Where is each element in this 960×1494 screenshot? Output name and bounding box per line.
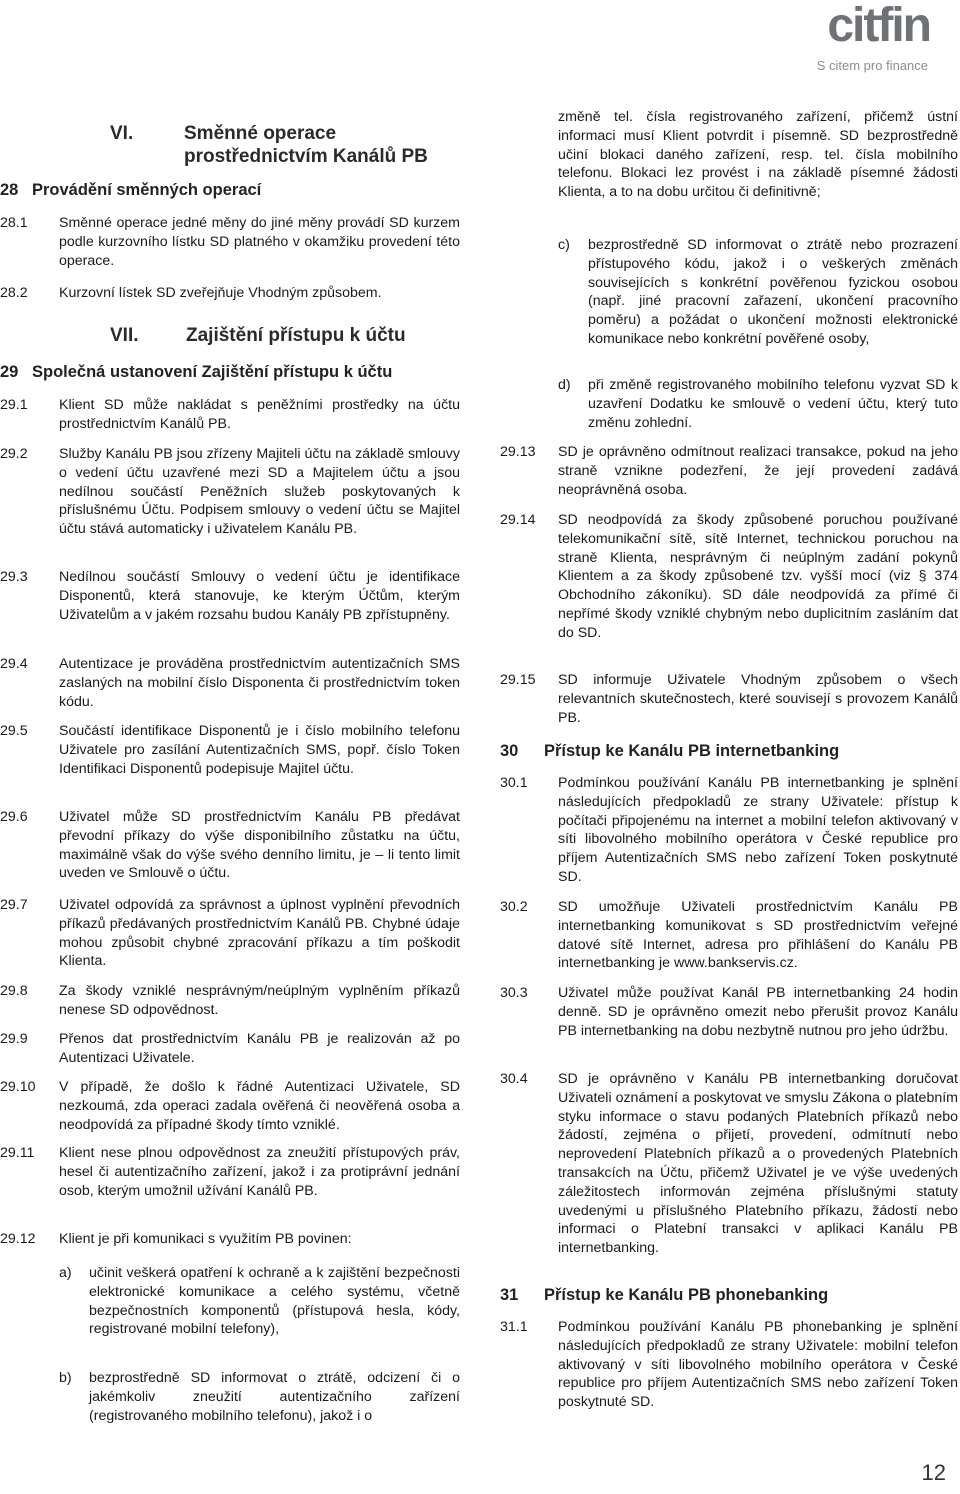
clause-29-6 (0, 808, 460, 883)
clause-29-5 (0, 722, 460, 778)
chapter-title: Zajištění přístupu k účtu (186, 325, 406, 346)
clause-text: SD neodpovídá za škody způsobené poruchou používané telekomunikační sítě, sítě Internet, technickou poruchou na straně Klienta, nesprávným či neúplným zadání pokynů Klientem a za škody způsobené tzv. vyšší mocí (viz § 374 Obchodního zákoníku). SD dále neodpovídá za přímé či nepřímé škody vzniklé chybným nebo duplicitním zasláním dat do SD. (558, 512, 958, 641)
clause-text: Klient nese plnou odpovědnost za zneužití přístupových práv, hesel či autentizačního zařízení, jakož i za protiprávní jednání osob, kterým umožnil užívání Kanálů PB. (59, 1145, 460, 1199)
clause-text: SD umožňuje Uživateli prostřednictvím Kanálu PB internetbanking komunikovat s SD prostřednictvím veřejné datové sítě Internet, adresa pro přihlášení do Kanálu PB internetbanking je www.bankservis.cz. (558, 899, 958, 972)
item-text: změně tel. čísla registrovaného zařízení, přičemž ústní informaci musí Klient potvrdit i písemně. SD bezprostředně učiní blokaci daného zařízení, resp. tel. čísla mobilního telefonu. Blokaci lez provést i na základě písemné žádosti Klienta, a to na dobu určitou či definitivně; (558, 109, 958, 201)
clause-number: 30.3 (500, 985, 528, 1001)
clause-29-12-a (59, 1264, 460, 1339)
clause-number: 31.1 (500, 1319, 528, 1335)
clause-28-1 (0, 214, 460, 270)
item-text: učinit veškerá opatření k ochraně a k zajištění bezpečnosti elektronické komunikace a celého systému, včetně bezpečnostních komponentů (přístupová hesla, kódy, registrované mobilní telefony), (89, 1265, 460, 1338)
clause-29-13 (500, 443, 958, 499)
item-letter: a) (59, 1265, 72, 1281)
clause-30-4 (500, 1070, 958, 1258)
clause-text: Autentizace je prováděna prostřednictvím autentizačních SMS zaslaných na mobilní číslo Disponenta či prostřednictvím token kódu. (59, 656, 460, 710)
clause-29-1 (0, 396, 460, 434)
section-number: 28 (0, 181, 19, 199)
clause-text: Přenos dat prostřednictvím Kanálu PB je realizován až po Autentizaci Uživatele. (59, 1031, 460, 1066)
clause-29-2 (0, 445, 460, 539)
chapter-number: VI. (110, 123, 134, 144)
item-letter: d) (558, 377, 571, 393)
clause-text: Nedílnou součástí Smlouvy o vedení účtu je identifikace Disponentů, která stanovuje, ke kterým Účtům, kterým Uživatelům a v jakém rozsahu budou Kanály PB zpřístupněny. (59, 569, 460, 623)
section-number: 29 (0, 363, 19, 381)
clause-29-10 (0, 1078, 460, 1134)
clause-number: 29.6 (0, 809, 28, 825)
clause-text: Součástí identifikace Disponentů je i číslo mobilního telefonu Uživatele pro zasílání Autentizačních SMS, popř. číslo Token Identifikaci Disponentů podepisuje Majitel účtu. (59, 723, 460, 777)
clause-29-7 (0, 896, 460, 971)
clause-number: 28.1 (0, 215, 28, 231)
clause-number: 29.9 (0, 1031, 28, 1047)
section-number: 30 (500, 742, 519, 760)
clause-29-15 (500, 671, 958, 727)
clause-number: 29.1 (0, 397, 28, 413)
item-letter: b) (59, 1370, 72, 1386)
item-text: bezprostředně SD informovat o ztrátě, odcizení či o jakémkoliv zneužití autentizačního zařízení (registrovaného mobilního telefonu), jakož i o (89, 1370, 460, 1424)
clause-text: Podmínkou používání Kanálu PB internetbanking je splnění následujících předpokladů ze strany Uživatele: přístup k počítači připojenému na internet a mobilní telefon aktivovaný v síti libovolného mobilního operátora v České republice pro příjem Autentizačních SMS nebo zařízení Token poskytnuté SD. (558, 775, 958, 885)
chapter-title: Směnné operace prostřednictvím Kanálů PB (184, 123, 428, 167)
citfin-logo (780, 0, 930, 80)
clause-number: 29.11 (0, 1145, 35, 1161)
clause-30-1 (500, 774, 958, 887)
clause-29-12-d (558, 376, 958, 432)
section-title: Přístup ke Kanálu PB internetbanking (544, 742, 840, 760)
clause-29-9 (0, 1030, 460, 1068)
clause-number: 29.10 (0, 1079, 36, 1095)
clause-number: 30.2 (500, 899, 528, 915)
clause-text: V případě, že došlo k řádné Autentizaci Uživatele, SD nezkoumá, zda operaci zadala ověřená či neověřená osoba a neodpovídá za případné škody tímto vzniklé. (59, 1079, 460, 1133)
section-number: 31 (500, 1286, 519, 1304)
clause-31-1 (500, 1318, 958, 1412)
clause-30-3 (500, 984, 958, 1040)
clause-number: 30.4 (500, 1071, 528, 1087)
clause-number: 30.1 (500, 775, 528, 791)
clause-29-3 (0, 568, 460, 624)
clause-30-2 (500, 898, 958, 973)
clause-text: SD je oprávněno odmítnout realizaci transakce, pokud na jeho straně vznikne podezření, že její provedení zadává neoprávněná osoba. (558, 444, 958, 498)
chapter-number: VII. (110, 325, 139, 346)
clause-number: 29.7 (0, 897, 28, 913)
clause-text: Uživatel odpovídá za správnost a úplnost vyplnění převodních příkazů předávaných prostřednictvím Kanálů PB. Chybné údaje mohou způsobit chybné zpracování příkazu a tím poškodit Klienta. (59, 897, 460, 970)
section-title: Společná ustanovení Zajištění přístupu k účtu (32, 363, 393, 381)
clause-text: Kurzovní lístek SD zveřejňuje Vhodným způsobem. (59, 285, 382, 301)
clause-number: 29.5 (0, 723, 28, 739)
section-title: Přístup ke Kanálu PB phonebanking (544, 1286, 829, 1304)
clause-text: Směnné operace jedné měny do jiné měny provádí SD kurzem podle kurzovního lístku SD platného v okamžiku provedení této operace. (59, 215, 460, 269)
clause-number: 29.3 (0, 569, 28, 585)
clause-text: Uživatel může používat Kanál PB internetbanking 24 hodin denně. SD je oprávněno omezit nebo přerušit provoz Kanálu PB internetbanking na dobu nezbytně nutnou pro jeho údržbu. (558, 985, 958, 1039)
item-letter: c) (558, 237, 570, 253)
clause-29-14 (500, 511, 958, 643)
clause-number: 28.2 (0, 285, 28, 301)
clause-text: Za škody vzniklé nesprávným/neúplným vyplněním příkazů nenese SD odpovědnost. (59, 983, 460, 1018)
clause-text: Podmínkou používání Kanálu PB phonebanking je splnění následujících předpokladů ze strany Uživatele: mobilní telefon aktivovaný v síti libovolného mobilního operátora v České republice pro příjem Autentizačních SMS nebo zařízení Token poskytnuté SD. (558, 1319, 958, 1411)
clause-text: SD je oprávněno v Kanálu PB internetbanking doručovat Uživateli oznámení a poskytovat ve smyslu Zákona o platebním styku informace o stavu podaných Platebních příkazů nebo žádostí, zejména o přijetí, provedení, odmítnutí nebo neprovedení Platebních příkazů a o provedených Platebních transakcích na Účtu, přičemž Uživatel je ve výše uvedených záležitostech informován zejména příslušnými statuty uvedenými u příslušného Platebního příkazu, žádosti nebo informaci o Platební transakci v aplikaci Kanálu PB internetbanking. (558, 1071, 958, 1257)
clause-text: Služby Kanálu PB jsou zřízeny Majiteli účtu na základě smlouvy o vedení účtu uzavřené mezi SD a Majitelem účtu a jsou nedílnou součástí Peněžních služeb poskytovaných k příslušnému Účtu. Podpisem smlouvy o vedení účtu se Majitel účtu stává automaticky i uživatelem Kanálu PB. (59, 446, 460, 538)
clause-number: 29.8 (0, 983, 28, 999)
clause-text: Klient SD může nakládat s peněžními prostředky na účtu prostřednictvím Kanálů PB. (59, 397, 460, 432)
page-number: 12 (921, 1460, 946, 1485)
clause-29-8 (0, 982, 460, 1020)
section-title: Provádění směnných operací (32, 181, 262, 199)
logo-mark: citfin (827, 0, 930, 52)
clause-28-2 (0, 284, 460, 303)
clause-number: 29.2 (0, 446, 28, 462)
clause-text: SD informuje Uživatele Vhodným způsobem o všech relevantních skutečnostech, které souvisejí s provozem Kanálů PB. (558, 672, 958, 726)
clause-number: 29.4 (0, 656, 28, 672)
clause-29-12-b-continued (558, 108, 958, 202)
clause-number: 29.13 (500, 444, 536, 460)
clause-29-12-b (59, 1369, 460, 1425)
clause-number: 29.14 (500, 512, 536, 528)
clause-29-4 (0, 655, 460, 711)
logo-tagline: S citem pro finance (816, 58, 928, 73)
clause-29-12 (0, 1230, 460, 1249)
clause-29-12-c (558, 236, 958, 349)
clause-text: Klient je při komunikaci s využitím PB povinen: (59, 1231, 352, 1247)
clause-number: 29.15 (500, 672, 536, 688)
clause-29-11 (0, 1144, 460, 1200)
clause-text: Uživatel může SD prostřednictvím Kanálu PB předávat převodní příkazy do výše disponibilního zůstatku na účtu, maximálně však do výše svého denního limitu, je – li tento limit uveden ve Smlouvě o účtu. (59, 809, 460, 882)
item-text: bezprostředně SD informovat o ztrátě nebo prozrazení přístupového kódu, jakož i o veškerých změnách souvisejících s konkrétní pověřenou fyzickou osobou (např. jiné pracovní zařazení, ukončení pracovního poměru) a požádat o ukončení možnosti elektronické komunikace nebo konkrétní pověřené osoby, (588, 237, 958, 347)
item-text: při změně registrovaného mobilního telefonu vyzvat SD k uzavření Dodatku ke smlouvě o vedení účtu, který tuto změnu zohlední. (588, 377, 958, 431)
clause-number: 29.12 (0, 1231, 36, 1247)
